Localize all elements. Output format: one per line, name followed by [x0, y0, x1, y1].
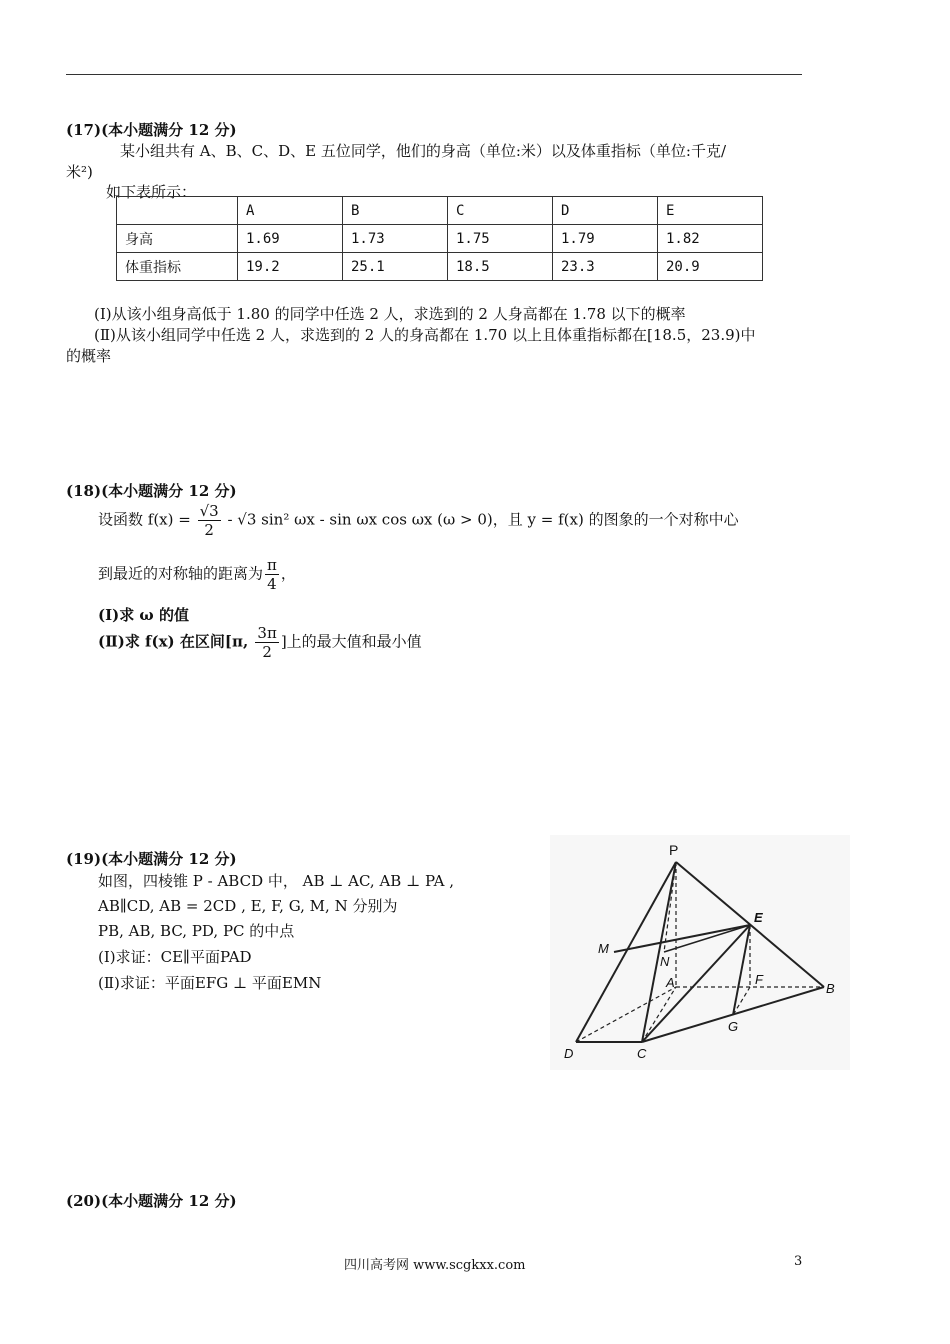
- footer-source: 四川高考网 www.scgkxx.com: [344, 1258, 526, 1273]
- q17-part2-line1: (Ⅱ)从该小组同学中任选 2 人，求选到的 2 人的身高都在 1.70 以上且体重指标都在[18.5，23.9)中: [94, 326, 756, 344]
- table-header-row: [117, 197, 763, 225]
- fraction-denominator: 4: [267, 575, 277, 593]
- q18-distance-prefix: 到最近的对称轴的距离为: [98, 564, 264, 583]
- q18-function-rest: - √3 sin² ωx - sin ωx cos ωx (ω > 0)，且 y = f(x) 的图象的一个对称中心: [222, 510, 739, 529]
- fraction-denominator: 2: [204, 521, 214, 539]
- table-cell: C: [448, 197, 553, 225]
- q19-part2: (Ⅱ)求证：平面EFG ⊥ 平面EMN: [98, 974, 322, 992]
- label-B: B: [826, 981, 835, 996]
- label-P: P: [669, 842, 679, 858]
- table-cell: 身高: [117, 225, 238, 253]
- table-cell: 19.2: [238, 253, 343, 281]
- q19-line3: PB, AB, BC, PD, PC 的中点: [98, 922, 295, 940]
- q19-part1: (Ⅰ)求证：CE∥平面PAD: [98, 948, 252, 966]
- table-cell: D: [553, 197, 658, 225]
- label-C: C: [637, 1046, 647, 1061]
- label-D: D: [564, 1046, 574, 1061]
- q18-function-line: [98, 502, 739, 539]
- q18-part2-line: [98, 624, 422, 661]
- label-E: E: [754, 910, 763, 925]
- q17-intro-line2: 米²): [66, 163, 93, 181]
- q18-function-prefix: 设函数 f(x) =: [98, 510, 196, 529]
- q17-intro-line3: 如下表所示：: [106, 183, 197, 201]
- fraction-numerator: √3: [199, 502, 219, 520]
- table-cell: 18.5: [448, 253, 553, 281]
- table-cell: 25.1: [343, 253, 448, 281]
- page-number: 3: [794, 1254, 803, 1269]
- q18-fraction-3pi-over-2: [255, 624, 278, 661]
- table-cell: 23.3: [553, 253, 658, 281]
- table-cell: 体重指标: [117, 253, 238, 281]
- q17-part1: (Ⅰ)从该小组身高低于 1.80 的同学中任选 2 人，求选到的 2 人身高都在 1.78 以下的概率: [94, 305, 686, 323]
- q17-data-table: [116, 196, 763, 281]
- q17-intro-line1: 某小组共有 A、B、C、D、E 五位同学，他们的身高（单位:米）以及体重指标（单位:千克/: [120, 142, 727, 160]
- table-row: [117, 225, 763, 253]
- table-row: [117, 253, 763, 281]
- table-cell: 1.75: [448, 225, 553, 253]
- table-cell: E: [658, 197, 763, 225]
- q18-part2-prefix: (Ⅱ)求 f(x) 在区间[π,: [98, 632, 254, 651]
- q19-heading: (19)(本小题满分 12 分): [66, 850, 237, 868]
- table-cell: [117, 197, 238, 225]
- q17-heading: (17)(本小题满分 12 分): [66, 121, 237, 139]
- q18-part1: (Ⅰ)求 ω 的值: [98, 606, 189, 624]
- q18-fraction-pi-over-4: [265, 556, 279, 593]
- q20-heading: (20)(本小题满分 12 分): [66, 1192, 237, 1210]
- table-cell: 1.82: [658, 225, 763, 253]
- q18-part2-suffix: ]上的最大值和最小值: [280, 632, 422, 651]
- label-A: A: [666, 975, 675, 990]
- figure-background: [550, 835, 850, 1070]
- table-cell: 1.73: [343, 225, 448, 253]
- fraction-numerator: 3π: [257, 624, 277, 642]
- table-cell: A: [238, 197, 343, 225]
- fraction-numerator: π: [267, 556, 277, 574]
- header-rule: [66, 74, 802, 75]
- label-N: N: [660, 954, 670, 969]
- q18-distance-suffix: ，: [280, 564, 296, 583]
- table-cell: 1.69: [238, 225, 343, 253]
- table-cell: B: [343, 197, 448, 225]
- fraction-denominator: 2: [262, 643, 272, 661]
- q19-line2: AB∥CD, AB = 2CD , E, F, G, M, N 分别为: [98, 897, 398, 915]
- table-cell: 1.79: [553, 225, 658, 253]
- label-F: F: [755, 972, 763, 987]
- q17-part2-line2: 的概率: [66, 347, 112, 365]
- q18-fraction-sqrt3-over-2: [198, 502, 221, 539]
- label-G: G: [728, 1019, 739, 1034]
- table-cell: 20.9: [658, 253, 763, 281]
- pyramid-figure: [550, 835, 850, 1070]
- q18-distance-line: [98, 556, 296, 593]
- label-M: M: [598, 941, 609, 956]
- q18-heading: (18)(本小题满分 12 分): [66, 482, 237, 500]
- q19-line1: 如图，四棱锥 P - ABCD 中， AB ⊥ AC, AB ⊥ PA ,: [98, 872, 455, 890]
